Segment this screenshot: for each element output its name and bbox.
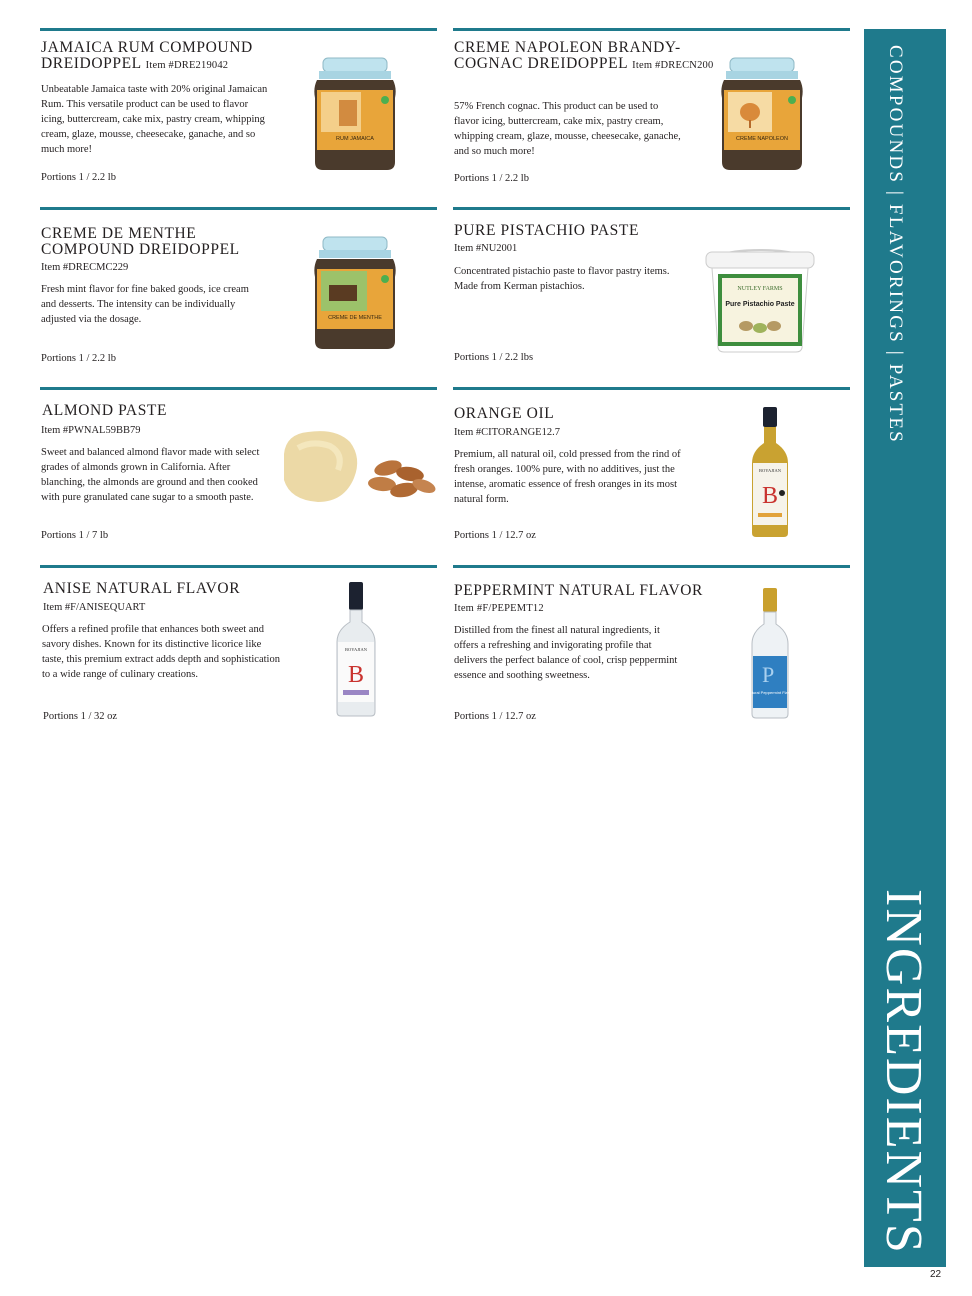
portions: Portions 1 / 12.7 oz	[454, 530, 536, 541]
portions: Portions 1 / 2.2 lb	[41, 353, 116, 364]
product-title: PURE PISTACHIO PASTE	[454, 222, 640, 239]
product-description: Distilled from the finest all natural ingredients, it offers a refreshing and invigorating profile that delivers the perfect balance of cool, crisp peppermint essence and soothing sweetness.	[454, 625, 678, 681]
jar-image	[718, 58, 806, 179]
product-description: Sweet and balanced almond flavor made with select grades of almonds grown in California. After blanching, the almonds are ground and then cooked with pure granulated cane sugar to a smooth paste.	[41, 447, 260, 503]
category-title: INGREDIENTS	[875, 889, 932, 1255]
bottle-logo: P	[762, 662, 775, 687]
product-title: ORANGE OIL	[454, 405, 555, 422]
portions: Portions 1 / 32 oz	[43, 711, 118, 722]
item-number: Item #DRE219042	[145, 60, 229, 71]
item-number: Item #CITORANGE12.7	[454, 427, 560, 438]
tub-image	[704, 244, 816, 359]
item-number: Item #DRECN200	[632, 60, 714, 71]
bottle-image	[335, 582, 377, 723]
portions: Portions 1 / 2.2 lbs	[454, 352, 534, 363]
product-card-orange-oil	[453, 387, 850, 560]
product-card-creme-napoleon	[453, 28, 850, 201]
item-number: Item #DRECMC229	[41, 262, 129, 273]
jar-image	[311, 58, 399, 179]
bottle-logo: B	[761, 483, 779, 509]
jar-label-text: CREME DE MENTHE	[328, 315, 382, 321]
section-sidebar	[864, 29, 946, 1267]
product-description: Premium, all natural oil, cold pressed from the rind of fresh oranges. 100% pure, with no additives, just the intense, aromatic essence of fresh oranges in its most natural form.	[454, 449, 681, 505]
product-description: Fresh mint flavor for fine baked goods, ice cream and desserts. The intensity can be individually adjusted via the dosage.	[41, 284, 249, 325]
bottle-logo: B	[347, 662, 365, 688]
bottle-brand: BOYAJIAN	[758, 468, 782, 473]
product-card-almond-paste	[40, 387, 437, 560]
jar-label-text: CREME NAPOLEON	[736, 136, 788, 142]
product-card-peppermint	[453, 565, 850, 738]
product-title: CREME NAPOLEON BRANDY-COGNAC DREIDOPPEL Item #DRECN200	[454, 39, 714, 72]
jar-image	[311, 237, 399, 358]
item-number: Item #F/ANISEQUART	[43, 602, 146, 613]
bottle-label-text: Natural Peppermint Flavor	[746, 690, 794, 695]
item-number: Item #PWNAL59BB79	[41, 425, 141, 436]
portions: Portions 1 / 12.7 oz	[454, 711, 536, 722]
product-description: 57% French cognac. This product can be used to flavor icing, buttercream, cake mix, pastry cream, whipping cream, glaze, mousse, cheesecake, ganache, and so much more!	[454, 101, 681, 157]
item-number: Item #NU2001	[454, 243, 518, 254]
product-description: Concentrated pistachio paste to flavor pastry items. Made from Kerman pistachios.	[454, 266, 670, 292]
product-description: Unbeatable Jamaica taste with 20% original Jamaican Rum. This versatile product can be used to flavor icing, buttercream, cake mix, pastry cream, whipping cream, glaze, mousse, cheesecake, ganache, and so much more!	[41, 84, 268, 155]
portions: Portions 1 / 2.2 lb	[454, 173, 529, 184]
product-card-pistachio-paste	[453, 207, 850, 380]
bottle-image	[746, 588, 794, 725]
page-number: 22	[930, 1269, 942, 1280]
brand-text: NUTLEY FARMS	[737, 286, 783, 292]
product-description: Offers a refined profile that enhances both sweet and savory dishes. Known for its distinctive licorice like taste, this premium extract adds depth and sophistication to a wide range of culinary creations.	[42, 624, 280, 680]
portions: Portions 1 / 7 lb	[41, 530, 109, 541]
product-card-anise	[40, 565, 437, 738]
bottle-image	[750, 407, 790, 544]
product-title: CREME DE MENTHE COMPOUND DREIDOPPEL	[41, 225, 240, 258]
jar-label-text: RUM JAMAICA	[336, 136, 374, 142]
product-title: PEPPERMINT NATURAL FLAVOR Item #F/PEPEMT12	[454, 582, 703, 614]
product-title: JAMAICA RUM COMPOUND DREIDOPPEL Item #DRE219042	[41, 39, 253, 72]
product-title: ALMOND PASTE	[42, 402, 168, 419]
portions: Portions 1 / 2.2 lb	[41, 172, 116, 183]
almond-paste-image	[278, 424, 440, 511]
product-card-creme-de-menthe	[40, 207, 437, 380]
section-label: COMPOUNDS | FLAVORINGS | PASTES	[885, 45, 906, 444]
product-title: ANISE NATURAL FLAVOR	[43, 580, 241, 597]
item-number: Item #F/PEPEMT12	[454, 603, 544, 614]
tub-label-text: Pure Pistachio Paste	[725, 301, 795, 308]
product-card-jamaica-rum	[40, 28, 437, 201]
bottle-brand: BOYAJIAN	[344, 647, 368, 652]
